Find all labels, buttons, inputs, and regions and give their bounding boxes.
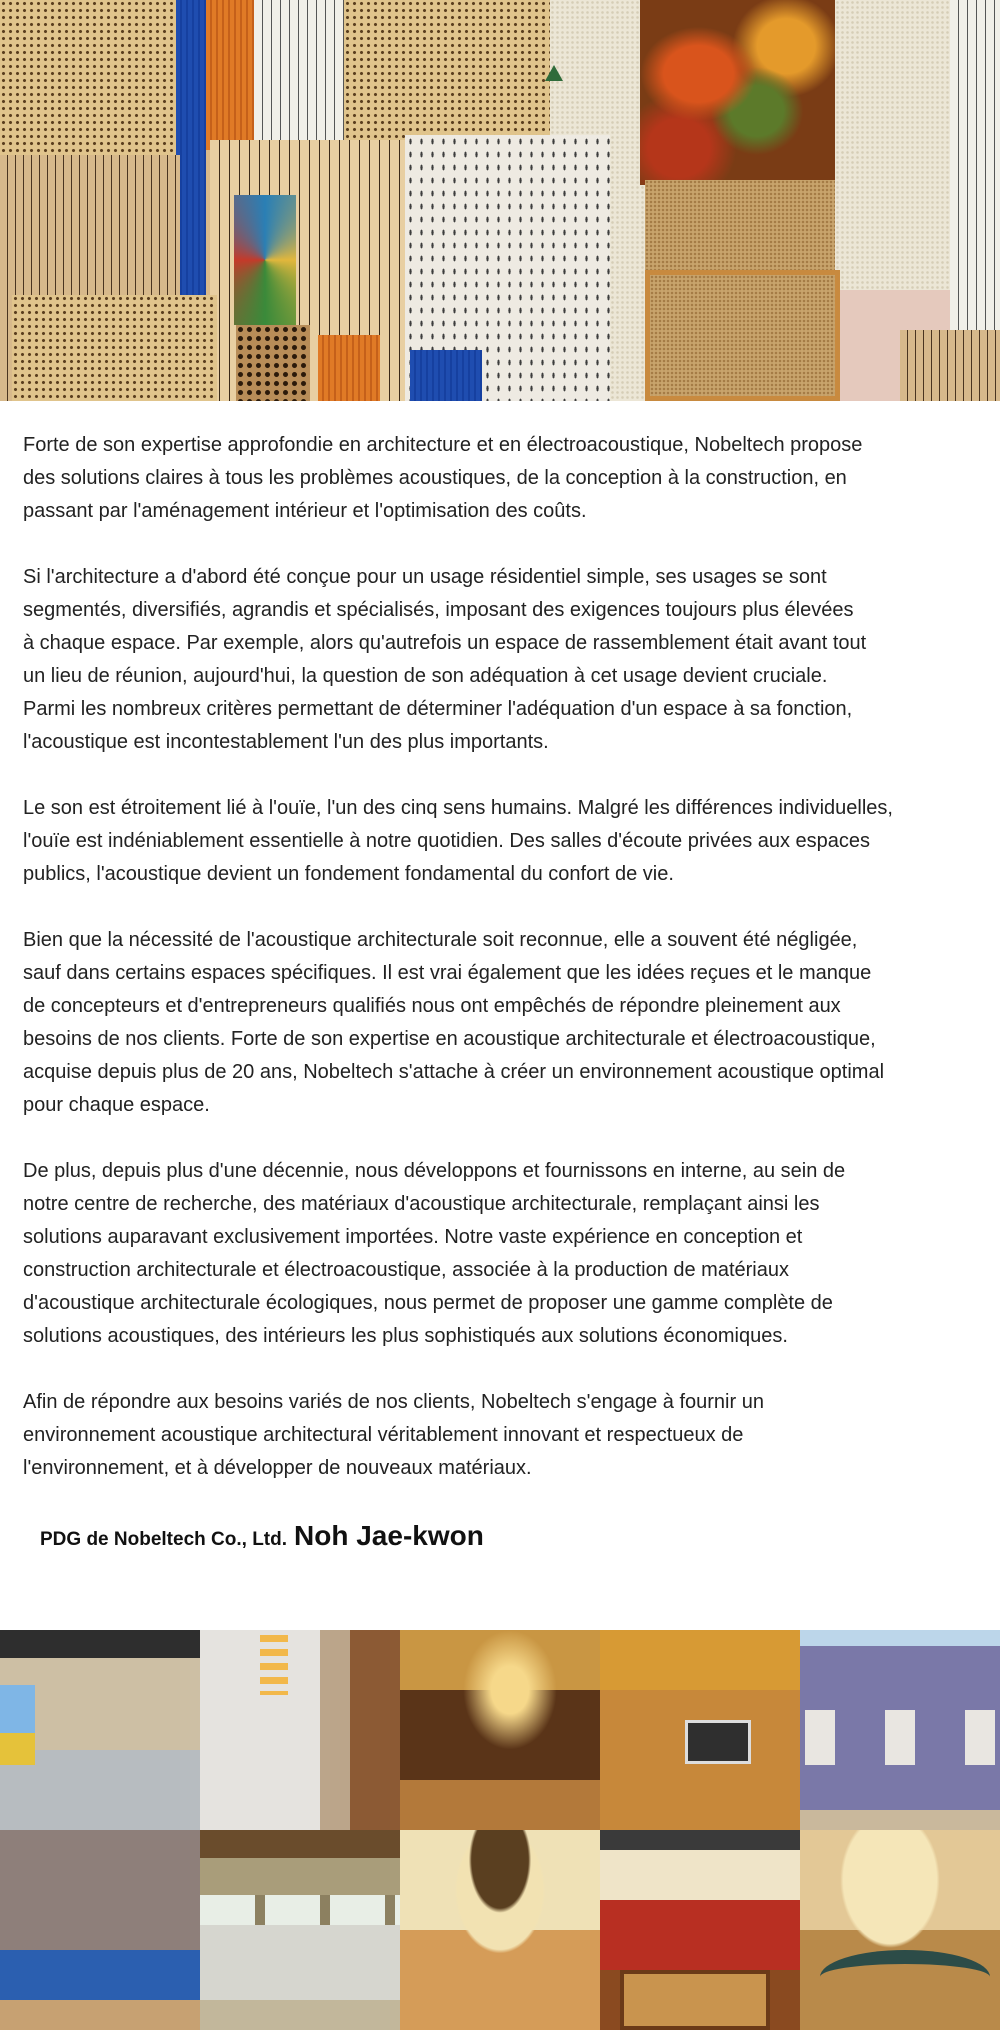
message-line: pour chaque espace. bbox=[23, 1094, 210, 1116]
message-line: l'acoustique est incontestablement l'un des plus importants. bbox=[23, 731, 549, 753]
message-paragraph bbox=[23, 561, 983, 759]
panel-blue-square bbox=[410, 350, 482, 401]
photo-atrium-windows bbox=[200, 1830, 400, 2030]
message-paragraph bbox=[23, 1386, 983, 1485]
photo-corridor-display bbox=[800, 1630, 1000, 1830]
panel-dark-perforated bbox=[236, 325, 310, 401]
message-line: solutions auparavant exclusivement importées. Notre vaste expérience en conception et bbox=[23, 1226, 803, 1248]
panel-orange-small bbox=[318, 335, 380, 401]
photo-council-chamber bbox=[800, 1830, 1000, 2030]
message-line: solutions acoustiques, des intérieurs les plus sophistiqués aux solutions économiques. bbox=[23, 1325, 788, 1347]
message-line: Le son est étroitement lié à l'ouïe, l'un des cinq sens humains. Malgré les différences individuelles, bbox=[23, 797, 893, 819]
panel-white-slat-right bbox=[950, 0, 1000, 330]
message-line: l'environnement, et à développer de nouveaux matériaux. bbox=[23, 1457, 532, 1479]
panel-mosaic-sample bbox=[234, 195, 296, 325]
message-paragraph bbox=[23, 924, 983, 1122]
panel-perforated-wood bbox=[0, 0, 178, 170]
photo-gymnasium bbox=[0, 1830, 200, 2030]
butterfly-decoration-icon bbox=[545, 65, 563, 81]
signature-title: PDG de Nobeltech Co., Ltd. bbox=[40, 1529, 288, 1550]
message-line: acquise depuis plus de 20 ans, Nobeltech s'attache à créer un environnement acoustique optimal bbox=[23, 1061, 885, 1083]
message-line: de concepteurs et d'entrepreneurs qualifiés nous ont empêchés de répondre pleinement aux bbox=[23, 995, 841, 1017]
project-photo-gallery bbox=[0, 1630, 1000, 2030]
message-line: l'ouïe est indéniablement essentielle à notre quotidien. Des salles d'écoute privées aux espaces bbox=[23, 830, 871, 852]
panel-leaves-print bbox=[640, 0, 835, 185]
panel-perforated-top bbox=[344, 0, 554, 140]
message-line: Parmi les nombreux critères permettant de déterminer l'adéquation d'un espace à sa fonction, bbox=[23, 698, 853, 720]
ceo-message bbox=[23, 429, 983, 1518]
photo-lobby-hall bbox=[200, 1630, 400, 1830]
message-line: Bien que la nécessité de l'acoustique architecturale soit reconnue, elle a souvent été négligée, bbox=[23, 929, 858, 951]
photo-chapel-hall bbox=[400, 1830, 600, 2030]
message-line: segmentés, diversifiés, agrandis et spécialisés, imposant des exigences toujours plus élevées bbox=[23, 599, 854, 621]
message-line: construction architecturale et électroacoustique, associée à la production de matériaux bbox=[23, 1259, 789, 1281]
panel-vertical-slat-right bbox=[900, 330, 1000, 401]
message-paragraph bbox=[23, 429, 983, 528]
message-line: d'acoustique architecturale écologiques, nous permet de proposer une gamme complète de bbox=[23, 1292, 833, 1314]
message-line: environnement acoustique architectural véritablement innovant et respectueux de bbox=[23, 1424, 744, 1446]
signature bbox=[40, 1520, 484, 1564]
hero-image-acoustic-panels bbox=[0, 0, 1000, 401]
message-line: sauf dans certains espaces spécifiques. Il est vrai également que les idées reçues et le manque bbox=[23, 962, 872, 984]
message-line: Forte de son expertise approfondie en architecture et en électroacoustique, Nobeltech propose bbox=[23, 434, 863, 456]
message-line: un lieu de réunion, aujourd'hui, la question de son adéquation à cet usage devient cruciale. bbox=[23, 665, 828, 687]
photo-wood-lounge bbox=[400, 1630, 600, 1830]
photo-broadcast-studio bbox=[0, 1630, 200, 1830]
message-line: notre centre de recherche, des matériaux d'acoustique architecturale, remplaçant ainsi les bbox=[23, 1193, 820, 1215]
message-line: passant par l'aménagement intérieur et l'optimisation des coûts. bbox=[23, 500, 587, 522]
panel-blue-slat bbox=[176, 0, 206, 300]
message-line: Si l'architecture a d'abord été conçue pour un usage résidentiel simple, ses usages se sont bbox=[23, 566, 827, 588]
message-line: besoins de nos clients. Forte de son expertise en acoustique architecturale et électroacoustique, bbox=[23, 1028, 876, 1050]
message-paragraph bbox=[23, 1155, 983, 1353]
panel-white-slat bbox=[254, 0, 344, 150]
message-line: des solutions claires à tous les problèmes acoustiques, de la conception à la construction, en bbox=[23, 467, 847, 489]
message-paragraph bbox=[23, 792, 983, 891]
panel-fine-perforated bbox=[12, 295, 217, 401]
message-line: De plus, depuis plus d'une décennie, nous développons et fournissons en interne, au sein de bbox=[23, 1160, 846, 1182]
panel-orange bbox=[206, 0, 254, 150]
photo-listening-room bbox=[600, 1630, 800, 1830]
message-line: publics, l'acoustique devient un fondement fondamental du confort de vie. bbox=[23, 863, 674, 885]
panel-stucco-right bbox=[835, 0, 950, 295]
signature-name: Noh Jae-kwon bbox=[294, 1520, 484, 1551]
photo-auditorium bbox=[600, 1830, 800, 2030]
message-line: à chaque espace. Par exemple, alors qu'autrefois un espace de rassemblement était avant tout bbox=[23, 632, 867, 654]
panel-cork-framed bbox=[645, 270, 840, 401]
message-line: Afin de répondre aux besoins variés de nos clients, Nobeltech s'engage à fournir un bbox=[23, 1391, 764, 1413]
panel-cork-light bbox=[645, 180, 835, 280]
